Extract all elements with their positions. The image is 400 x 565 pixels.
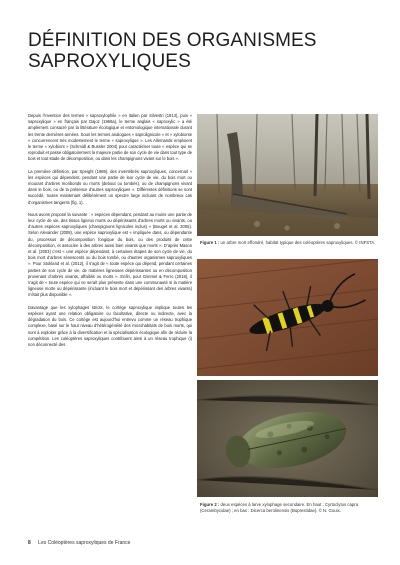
longhorn-beetle-image	[197, 259, 378, 376]
figure-1-text: un arbre mort effondré, habitat typique des coléoptères saproxyliques. © INFSTA.	[219, 240, 376, 245]
paragraph-4: Davantage que les xylophages stricts, le cortège saproxylique implique toutes les espèces ayant une relation obligatoire ou facultative, directe ou indirecte, avec la dégradation du bois. Ce cortège est aujourd’hui entrevu comme un réseau trophique complexe, basé sur le haut niveau d’hétérogénéité des microhabitats de bois morts, qui sont à exploiter grâce à la diversification et la spécialisation écologique afin de réduire la compétition. Les coléoptères saproxyliques contribuent ainsi à un réseau trophique (i) non déconnecté des	[28, 304, 192, 347]
page-title: DÉFINITION DES ORGANISMES SAPROXYLIQUES	[28, 30, 317, 72]
figure-1-photo	[197, 114, 378, 236]
figure-1-label: Figure 1 :	[200, 240, 220, 245]
figure-1-caption	[200, 240, 378, 246]
page-footer	[28, 540, 130, 546]
figure-2-caption	[200, 502, 378, 513]
forest-deadwood-image	[197, 114, 378, 236]
running-title: Les Coléoptères saproxyliques de France	[38, 540, 131, 546]
figure-2-text: deux espèces à larve xylophage secondaire. En haut : Cyrtoclytus capra (Cerambycidae) ; en bas : Dicerca berolinensis (Buprestidae). © N. Gouix.	[200, 502, 359, 513]
jewel-beetle-image	[197, 380, 378, 497]
figure-2-top-photo	[197, 259, 378, 376]
page-number: 8	[28, 540, 31, 546]
paragraph-3: Nous avons proposé la suivante : « espèces dépendant, pendant au moins une partie de leur cycle de vie, des tissus ligneux morts ou dépérissants d’arbres morts ou vivants, ou d’autres espèces saproxyliques (champignons lignicoles inclus) » (Bouget et al. 2005). Selon Alexander (2008), une espèce saproxylique est « impliquée dans, ou dépendante du, processus de décomposition fongique du bois, ou des produits de cette décomposition, et associée à des arbres aussi bien vivants que morts ». D’après Mason et al. (2003) c’est « une espèce dépendant, à certaines étapes de son cycle de vie, du bois mort d’arbres sénescents ou du bois tombé, ou d’autres organismes saproxyliques ». Pour Stokland et al. (2012), il s’agit de « toute espèce qui dépend, pendant certaines parties de son cycle de vie, de matières ligneuses dépérissantes ou en décomposition provenant d’arbres vivants, affaiblis ou morts ». Enfin, pour Gimmel & Ferro (2018), il s’agit de « toute espèce qui ne serait plus présente dans une communauté si la matière ligneuse morte ou dépérissante (incluant le bois mort et dépérissant des arbres vivants) n’était plus disponible ».	[28, 211, 192, 298]
figure-2-bottom-photo	[197, 380, 378, 497]
main-text-column	[28, 113, 192, 354]
figure-2-label: Figure 2 :	[200, 502, 220, 507]
paragraph-1: Depuis l’invention des termes « saproxylophile » en italien par Silvestri (1913), puis « saproxylique » en français par Dajoz (1966a), le terme anglais « saproxylic » a été amplement consacré par la littérature écologique et entomologique internationale durant les trente dernières années. Sous les termes analogues « saprolignicole » et « xylobionte » concurrencent très modestement le terme « saproxylique ». Les Allemands emploient le terme « xylobiont » (Schmidl & Bussler 2004) pour caractériser toute « espèce qui se reproduit et passe obligatoirement la majeure partie de son cycle de vie dans tout type de bois et tout stade de décomposition, ou dans les champignons vivant sur le bois ».	[28, 113, 192, 162]
paragraph-2: La première définition, par Speight (1989), des invertébrés saproxyliques, concernait « les espèces qui dépendent, pendant une partie de leur cycle de vie, du bois mort ou mourant d’arbres moribonds ou morts (debout ou tombés), ou de champignons vivant dans le bois, ou de la présence d’autres saproxyliques ». Différentes définitions se sont succédé, toutes maintenant délibérément un spectre large incluant de nombreux cas d’organismes tangents (fig. 1).	[28, 168, 192, 205]
